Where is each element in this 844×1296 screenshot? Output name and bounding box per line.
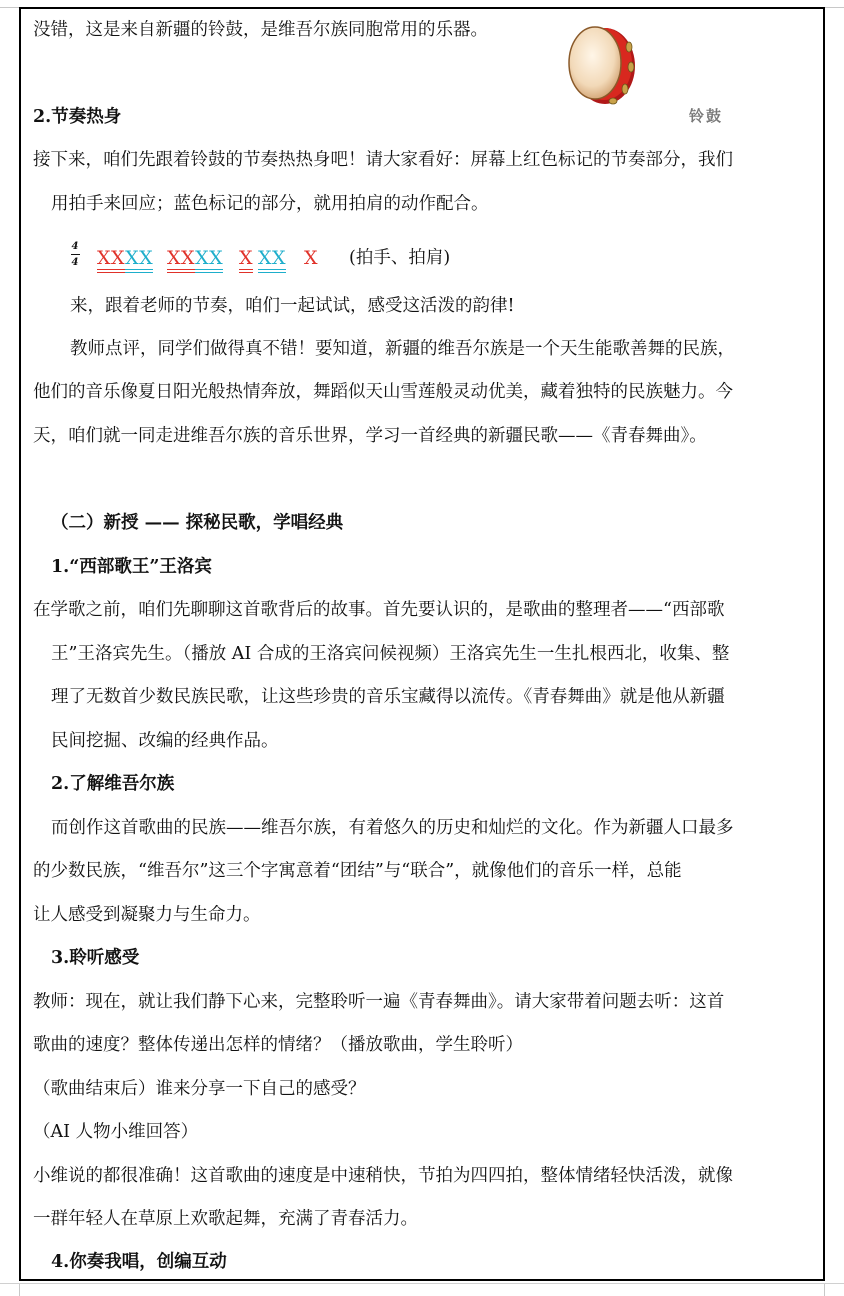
sub1-line: 理了无数首少数民族民歌，让这些珍贵的音乐宝藏得以流传。《青春舞曲》就是他从新疆 [51, 687, 725, 707]
sub3-line: （歌曲结束后）谁来分享一下自己的感受？ [33, 1079, 366, 1099]
sub1-line: 在学歌之前，咱们先聊聊这首歌背后的故事。首先要认识的，是歌曲的整理者——“西部歌 [33, 600, 725, 620]
rhythm-label: (拍手、拍肩) [349, 248, 451, 268]
rhythm-group-1 [97, 247, 153, 269]
page-edge [0, 1283, 844, 1284]
sub3-line: 歌曲的速度？整体传递出怎样的情绪？（播放歌曲，学生聆听） [33, 1035, 523, 1055]
pat-notes: XX [195, 247, 223, 273]
sub2-line: 的少数民族，“维吾尔”这三个字寓意着“团结”与“联合”，就像他们的音乐一样，总能 [33, 861, 682, 881]
part2-heading: （二）新授 —— 探秘民歌，学唱经典 [51, 513, 344, 533]
time-signature [69, 240, 81, 269]
sub2-line: 让人感受到凝聚力与生命力。 [33, 905, 261, 925]
sub3-line: 一群年轻人在草原上欢歌起舞，充满了青春活力。 [33, 1209, 418, 1229]
time-signature-bottom: 4 [71, 257, 79, 268]
sub4-heading: 4.你奏我唱，创编互动 [51, 1252, 227, 1272]
crop-mark [19, 1283, 20, 1296]
image-caption: 铃鼓 [689, 107, 724, 125]
sub1-line: 王”王洛宾先生。（播放 AI 合成的王洛宾问候视频）王洛宾先生一生扎根西北，收集、整 [51, 644, 730, 664]
pat-notes: XX [125, 247, 153, 273]
crop-mark [825, 7, 844, 8]
sub1-line: 民间挖掘、改编的经典作品。 [51, 731, 279, 751]
follow-line: 来，跟着老师的节奏，咱们一起试试，感受这活泼的韵律! [70, 296, 515, 316]
clap-notes: XX [97, 247, 125, 273]
sub2-line: 而创作这首歌曲的民族——维吾尔族，有着悠久的历史和灿烂的文化。作为新疆人口最多 [51, 818, 734, 838]
sub3-heading: 3.聆听感受 [51, 948, 140, 968]
clap-notes: XX [167, 247, 195, 273]
sub3-line: （AI 人物小维回答） [33, 1122, 199, 1142]
crop-mark [0, 7, 19, 8]
time-signature-top: 4 [71, 241, 79, 252]
pat-notes: XX [258, 247, 286, 273]
sub3-line: 教师：现在，就让我们静下心来，完整聆听一遍《青春舞曲》。请大家带着问题去听：这首 [33, 992, 725, 1012]
sub1-heading: 1.“西部歌王”王洛宾 [51, 557, 212, 577]
clap-notes: X [239, 247, 253, 273]
sub3-line: 小维说的都很准确！这首歌曲的速度是中速稍快，节拍为四四拍，整体情绪轻快活泼，就像 [33, 1166, 733, 1186]
review-line: 教师点评，同学们做得真不错！要知道，新疆的维吾尔族是一个天生能歌善舞的民族， [70, 339, 735, 359]
review-line: 他们的音乐像夏日阳光般热情奔放，舞蹈似天山雪莲般灵动优美，藏着独特的民族魅力。今 [33, 382, 733, 402]
warmup-paragraph-line: 接下来，咱们先跟着铃鼓的节奏热热身吧！请大家看好：屏幕上红色标记的节奏部分，我们 [33, 150, 733, 170]
rhythm-group-2 [167, 247, 223, 269]
warmup-paragraph-line: 用拍手来回应；蓝色标记的部分，就用拍肩的动作配合。 [51, 194, 489, 214]
sub2-heading: 2.了解维吾尔族 [51, 774, 175, 794]
rhythm-group-4 [304, 247, 318, 269]
clap-notes: X [304, 247, 319, 269]
intro-line: 没错，这是来自新疆的铃鼓，是维吾尔族同胞常用的乐器。 [33, 20, 488, 40]
crop-mark [824, 1283, 825, 1296]
warmup-heading: 2.节奏热身 [33, 107, 122, 127]
rhythm-group-3 [239, 247, 286, 269]
document-page [19, 7, 825, 1281]
review-line: 天，咱们就一同走进维吾尔族的音乐世界，学习一首经典的新疆民歌——《青春舞曲》。 [33, 426, 707, 446]
